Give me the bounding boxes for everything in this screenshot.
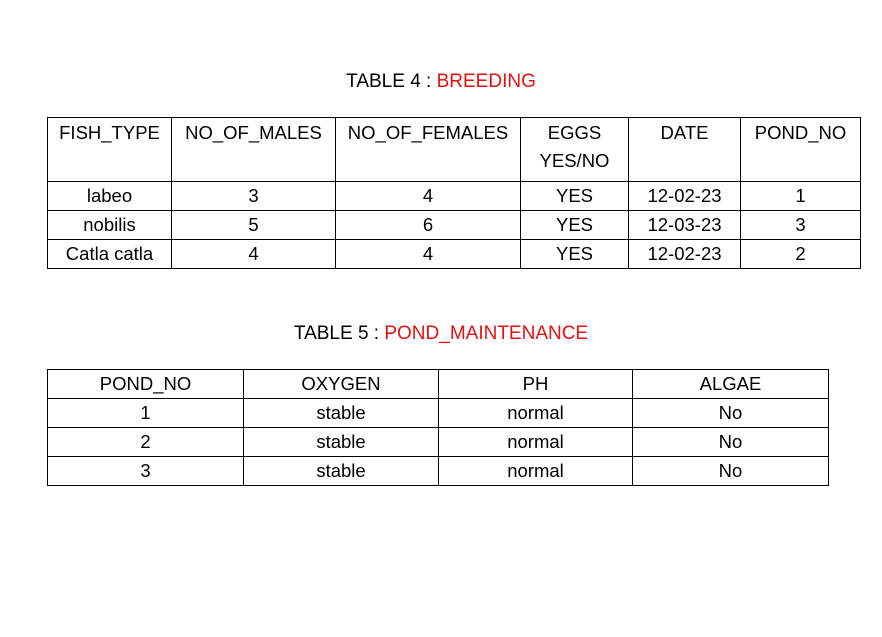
header-oxygen: OXYGEN — [244, 370, 439, 399]
header-no-of-females: NO_OF_FEMALES — [336, 118, 521, 182]
cell-pond-no: 2 — [48, 428, 244, 457]
header-date: DATE — [629, 118, 741, 182]
table-row — [48, 399, 829, 428]
pond-maintenance-table-caption — [0, 322, 882, 346]
cell-ph: normal — [439, 457, 633, 486]
breeding-table — [47, 117, 861, 269]
table-row — [48, 240, 861, 269]
cell-date: 12-02-23 — [629, 182, 741, 211]
table-header-row — [48, 118, 861, 182]
cell-fish-type: nobilis — [48, 211, 172, 240]
cell-oxygen: stable — [244, 457, 439, 486]
cell-date: 12-02-23 — [629, 240, 741, 269]
cell-eggs: YES — [521, 240, 629, 269]
header-no-of-males: NO_OF_MALES — [172, 118, 336, 182]
caption-table-name: BREEDING — [436, 71, 536, 92]
header-ph: PH — [439, 370, 633, 399]
caption-table-name: POND_MAINTENANCE — [384, 323, 589, 344]
table-row — [48, 428, 829, 457]
pond-maintenance-table — [47, 369, 829, 486]
header-algae: ALGAE — [633, 370, 829, 399]
caption-prefix: TABLE 4 : — [346, 71, 437, 92]
table-row — [48, 182, 861, 211]
cell-eggs: YES — [521, 182, 629, 211]
cell-ph: normal — [439, 399, 633, 428]
cell-algae: No — [633, 457, 829, 486]
cell-pond-no: 1 — [741, 182, 861, 211]
cell-pond-no: 1 — [48, 399, 244, 428]
cell-algae: No — [633, 399, 829, 428]
cell-eggs: YES — [521, 211, 629, 240]
table-row — [48, 457, 829, 486]
cell-no-of-males: 5 — [172, 211, 336, 240]
cell-pond-no: 2 — [741, 240, 861, 269]
cell-oxygen: stable — [244, 399, 439, 428]
cell-fish-type: Catla catla — [48, 240, 172, 269]
header-eggs: EGGS YES/NO — [521, 118, 629, 182]
header-pond-no: POND_NO — [741, 118, 861, 182]
cell-pond-no: 3 — [741, 211, 861, 240]
cell-algae: No — [633, 428, 829, 457]
header-fish-type: FISH_TYPE — [48, 118, 172, 182]
cell-ph: normal — [439, 428, 633, 457]
cell-no-of-females: 4 — [336, 182, 521, 211]
header-pond-no: POND_NO — [48, 370, 244, 399]
cell-no-of-males: 3 — [172, 182, 336, 211]
cell-fish-type: labeo — [48, 182, 172, 211]
cell-date: 12-03-23 — [629, 211, 741, 240]
cell-no-of-males: 4 — [172, 240, 336, 269]
table-header-row — [48, 370, 829, 399]
cell-pond-no: 3 — [48, 457, 244, 486]
cell-oxygen: stable — [244, 428, 439, 457]
cell-no-of-females: 6 — [336, 211, 521, 240]
table-row — [48, 211, 861, 240]
caption-prefix: TABLE 5 : — [293, 323, 385, 344]
breeding-table-caption — [0, 70, 882, 94]
cell-no-of-females: 4 — [336, 240, 521, 269]
